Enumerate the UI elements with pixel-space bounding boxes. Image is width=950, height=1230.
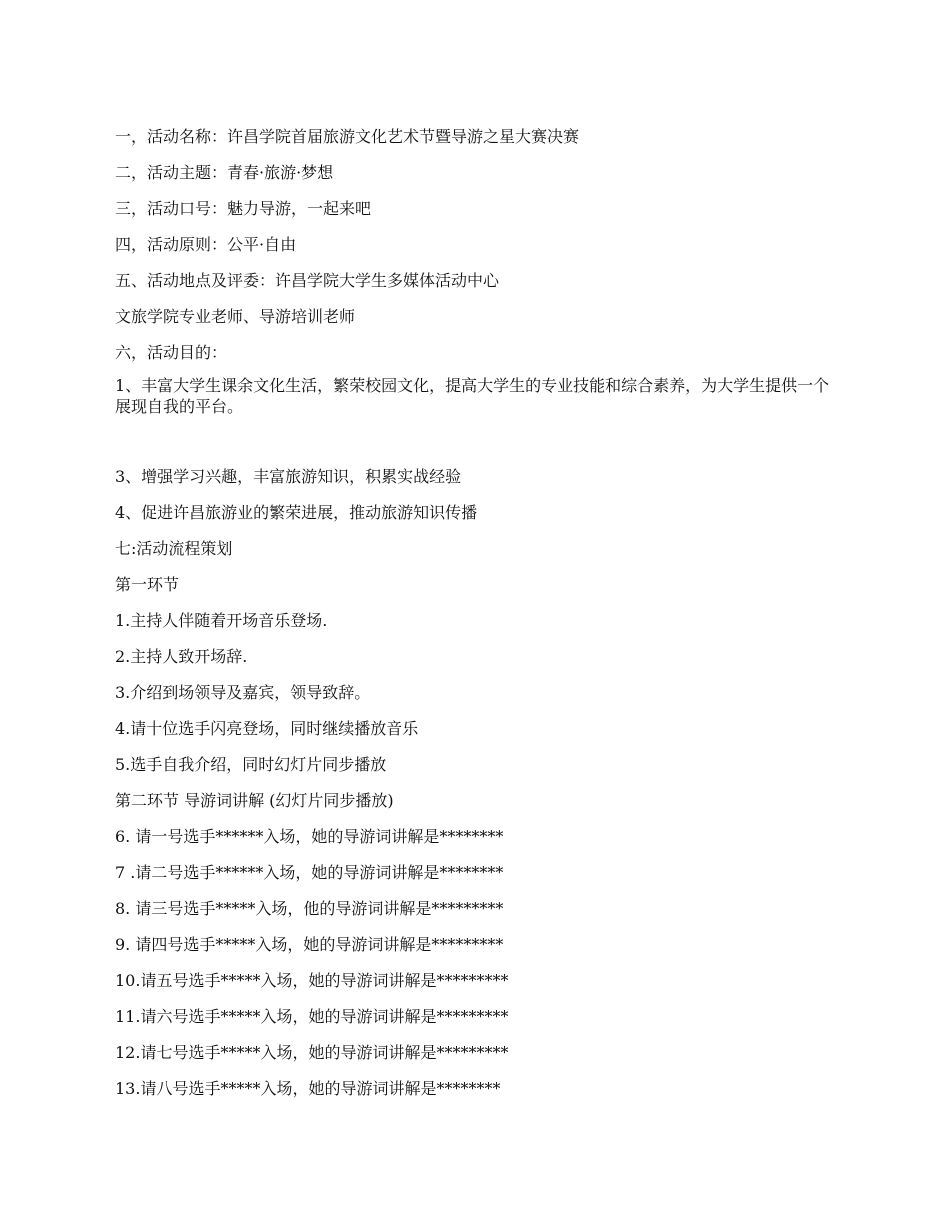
process-step-8: 8. 请三号选手*****入场，他的导游词讲解是********* <box>115 899 504 918</box>
purpose-item-1: 1、丰富大学生课余文化生活，繁荣校园文化，提高大学生的专业技能和综合素养，为大学生提供一个展现自我的平台。 <box>115 376 830 416</box>
process-step-9: 9. 请四号选手*****入场，她的导游词讲解是********* <box>115 935 504 954</box>
process-step-11: 11.请六号选手*****入场，她的导游词讲解是********* <box>115 1007 509 1026</box>
process-heading: 七:活动流程策划 <box>115 539 233 558</box>
activity-purpose-heading: 六，活动目的： <box>115 343 228 362</box>
activity-slogan-line: 三，活动口号：魅力导游，一起来吧 <box>115 199 372 218</box>
purpose-item-3: 3、增强学习兴趣，丰富旅游知识，积累实战经验 <box>115 467 462 486</box>
process-step-2: 2.主持人致开场辞. <box>115 647 248 666</box>
process-step-13: 13.请八号选手*****入场，她的导游词讲解是******** <box>115 1079 501 1098</box>
paragraph-gap <box>115 417 840 463</box>
purpose-item-4: 4、促进许昌旅游业的繁荣进展，推动旅游知识传播 <box>115 503 478 522</box>
process-step-12: 12.请七号选手*****入场，她的导游词讲解是********* <box>115 1043 509 1062</box>
section-2-heading: 第二环节 导游词讲解 (幻灯片同步播放) <box>115 791 394 810</box>
activity-theme-line: 二，活动主题：青春·旅游·梦想 <box>115 163 334 182</box>
document-body <box>115 123 840 1111</box>
process-step-1: 1.主持人伴随着开场音乐登场. <box>115 611 328 630</box>
judges-line: 文旅学院专业老师、导游培训老师 <box>115 307 356 326</box>
section-1-heading: 第一环节 <box>115 575 180 594</box>
process-step-4: 4.请十位选手闪亮登场，同时继续播放音乐 <box>115 719 419 738</box>
process-step-6: 6. 请一号选手******入场，她的导游词讲解是******** <box>115 827 504 846</box>
process-step-3: 3.介绍到场领导及嘉宾，领导致辞。 <box>115 683 371 702</box>
activity-venue-line: 五、活动地点及评委：许昌学院大学生多媒体活动中心 <box>115 271 500 290</box>
process-step-10: 10.请五号选手*****入场，她的导游词讲解是********* <box>115 971 509 990</box>
process-step-7: 7 .请二号选手******入场，她的导游词讲解是******** <box>115 863 504 882</box>
activity-name-line: 一，活动名称：许昌学院首届旅游文化艺术节暨导游之星大赛决赛 <box>115 127 580 146</box>
process-step-5: 5.选手自我介绍，同时幻灯片同步播放 <box>115 755 387 774</box>
activity-principle-line: 四，活动原则：公平·自由 <box>115 235 297 254</box>
